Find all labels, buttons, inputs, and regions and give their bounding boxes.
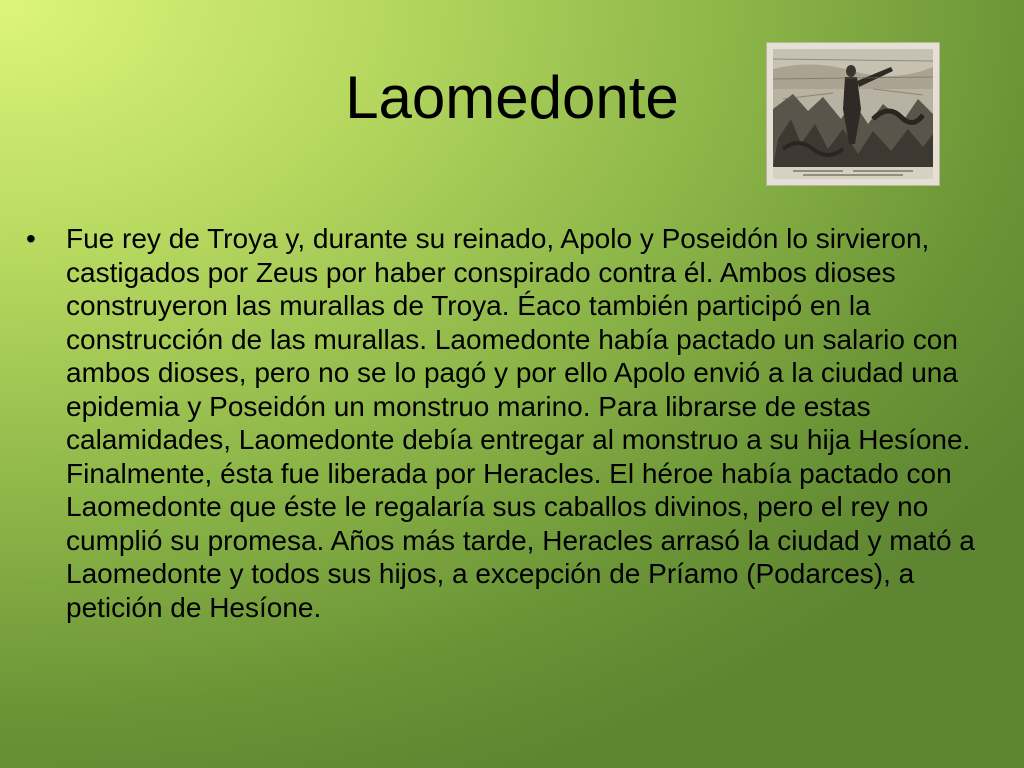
bullet-text: Fue rey de Troya y, durante su reinado, Apolo y Poseidón lo sirvieron, castigados por Zeus por haber conspirado contra él. Ambos dioses construyeron las murallas de Troya. Éaco también participó en la construcción de las murallas. Laomedonte había pactado un salario con ambos dioses, pero no se lo pagó y por ello Apolo envió a la ciudad una epidemia y Poseidón un monstruo marino. Para librarse de estas calamidades, Laomedonte debía entregar al monstruo a su hija Hesíone. Finalmente, ésta fue liberada por Heracles. El héroe había pactado con Laomedonte que éste le regalaría sus caballos divinos, pero el rey no cumplió su promesa. Años más tarde, Heracles arrasó la ciudad y mató a Laomedonte y todos sus hijos, a excepción de Príamo (Podarces), a petición de Hesíone. [66, 223, 975, 623]
bullet-list [26, 222, 986, 624]
slide-title: Laomedonte [345, 64, 679, 131]
bullet-item [26, 222, 986, 624]
engraving-image [767, 43, 939, 185]
bullet-marker: • [26, 223, 36, 254]
engraving-illustration [773, 49, 933, 179]
